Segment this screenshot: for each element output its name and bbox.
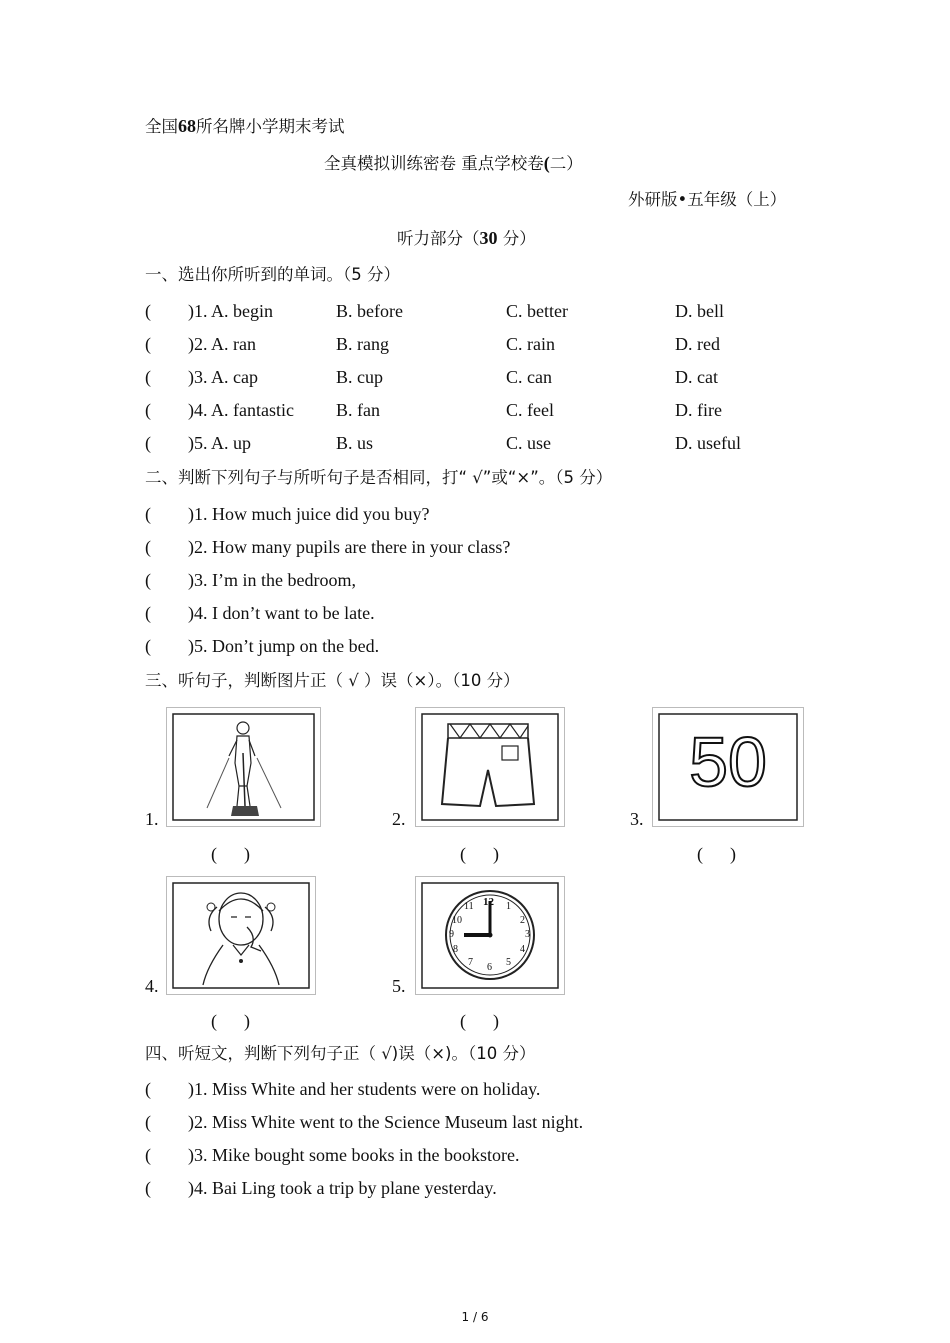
answer-paren[interactable]: (: [145, 1145, 151, 1165]
clock-number: 11: [464, 901, 474, 912]
exam-edition: 外研版•五年级（上）: [628, 190, 787, 209]
sweeping-person-icon: [167, 708, 320, 826]
question-option-a: )3. A. cap: [188, 367, 258, 387]
question-text: )1. Miss White and her students were on holiday.: [188, 1079, 541, 1099]
part2-heading: 二、判断下列句子与所听句子是否相同，打“ √”或“×”。（5 分）: [145, 468, 613, 487]
exam-source-b: 68: [178, 116, 196, 136]
answer-paren[interactable]: (: [145, 603, 151, 623]
option-c: C. better: [506, 301, 568, 321]
option-b: B. rang: [336, 334, 389, 354]
clock-number: 3: [525, 929, 530, 940]
option-c: C. use: [506, 433, 551, 453]
answer-paren[interactable]: (: [145, 537, 151, 557]
yawning-girl-icon: [167, 877, 315, 994]
clock-number: 12: [483, 896, 494, 908]
picture-number: 4.: [145, 976, 159, 996]
answer-paren[interactable]: ( ): [460, 844, 499, 864]
picture-number: 1.: [145, 809, 159, 829]
answer-paren[interactable]: (: [145, 1178, 151, 1198]
clock-number: 9: [449, 929, 454, 940]
section-title-b: 30: [479, 228, 498, 248]
answer-paren[interactable]: ( ): [460, 1011, 499, 1031]
picture-2-frame: [415, 707, 565, 827]
answer-paren[interactable]: (: [145, 570, 151, 590]
exam-title: [324, 152, 583, 175]
section-title-c: 分）: [497, 229, 536, 248]
page-number: 1 / 6: [461, 1310, 489, 1324]
clock-number: 1: [506, 901, 511, 912]
question-option-a: )5. A. up: [188, 433, 251, 453]
question-text: )2. How many pupils are there in your class?: [188, 537, 511, 557]
picture-number: 3.: [630, 809, 644, 829]
section-title-a: 听力部分（: [397, 229, 480, 248]
answer-paren[interactable]: (: [145, 1112, 151, 1132]
clock-number: 4: [520, 944, 525, 955]
option-b: B. fan: [336, 400, 380, 420]
clock-number: 10: [452, 915, 462, 926]
exam-source-line: [145, 115, 345, 138]
question-text: )4. Bai Ling took a trip by plane yesterday.: [188, 1178, 497, 1198]
part3-heading: 三、听句子，判断图片正（ √ ）误（×）。（10 分）: [145, 671, 520, 690]
option-b: B. cup: [336, 367, 383, 387]
question-text: )3. I’m in the bedroom,: [188, 570, 356, 590]
exam-title-b: (: [543, 153, 550, 173]
clock-number: 8: [453, 944, 458, 955]
fifty-label: 50: [689, 723, 767, 801]
exam-source-c: 所名牌小学期末考试: [196, 117, 345, 136]
question-option-a: )2. A. ran: [188, 334, 256, 354]
clock-number: 7: [468, 957, 473, 968]
part4-heading: 四、听短文，判断下列句子正（ √)误（×)。（10 分）: [145, 1044, 536, 1063]
exam-source-a: 全国: [145, 117, 178, 136]
section-title: [397, 227, 536, 250]
option-c: C. rain: [506, 334, 555, 354]
option-d: D. fire: [675, 400, 722, 420]
answer-paren[interactable]: (: [145, 433, 151, 453]
answer-paren[interactable]: ( ): [211, 1011, 250, 1031]
answer-paren[interactable]: (: [145, 301, 151, 321]
picture-5-frame: [415, 876, 565, 995]
option-c: C. feel: [506, 400, 554, 420]
answer-paren[interactable]: ( ): [211, 844, 250, 864]
exam-title-c: 二）: [549, 154, 583, 173]
option-c: C. can: [506, 367, 552, 387]
option-b: B. us: [336, 433, 374, 453]
answer-paren[interactable]: (: [145, 636, 151, 656]
part1-heading: 一、选出你所听到的单词。（5 分）: [145, 265, 400, 284]
shorts-icon: [416, 708, 564, 826]
question-text: )3. Mike bought some books in the bookstore.: [188, 1145, 520, 1165]
option-d: D. cat: [675, 367, 718, 387]
picture-3-frame: [652, 707, 804, 827]
option-b: B. before: [336, 301, 403, 321]
picture-number: 5.: [392, 976, 406, 996]
question-text: )1. How much juice did you buy?: [188, 504, 430, 524]
answer-paren[interactable]: (: [145, 334, 151, 354]
question-text: )2. Miss White went to the Science Museum last night.: [188, 1112, 584, 1132]
answer-paren[interactable]: ( ): [697, 844, 736, 864]
option-d: D. bell: [675, 301, 724, 321]
question-text: )4. I don’t want to be late.: [188, 603, 375, 623]
answer-paren[interactable]: (: [145, 367, 151, 387]
question-text: )5. Don’t jump on the bed.: [188, 636, 380, 656]
question-option-a: )4. A. fantastic: [188, 400, 294, 420]
picture-number: 2.: [392, 809, 406, 829]
picture-4-frame: [166, 876, 316, 995]
option-d: D. useful: [675, 433, 741, 453]
answer-paren[interactable]: (: [145, 1079, 151, 1099]
clock-number: 6: [487, 962, 492, 973]
picture-1-frame: [166, 707, 321, 827]
option-d: D. red: [675, 334, 720, 354]
question-option-a: )1. A. begin: [188, 301, 273, 321]
answer-paren[interactable]: (: [145, 400, 151, 420]
exam-title-a: 全真模拟训练密卷 重点学校卷: [324, 154, 544, 173]
clock-icon: [416, 877, 564, 994]
clock-number: 5: [506, 957, 511, 968]
clock-number: 2: [520, 915, 525, 926]
answer-paren[interactable]: (: [145, 504, 151, 524]
